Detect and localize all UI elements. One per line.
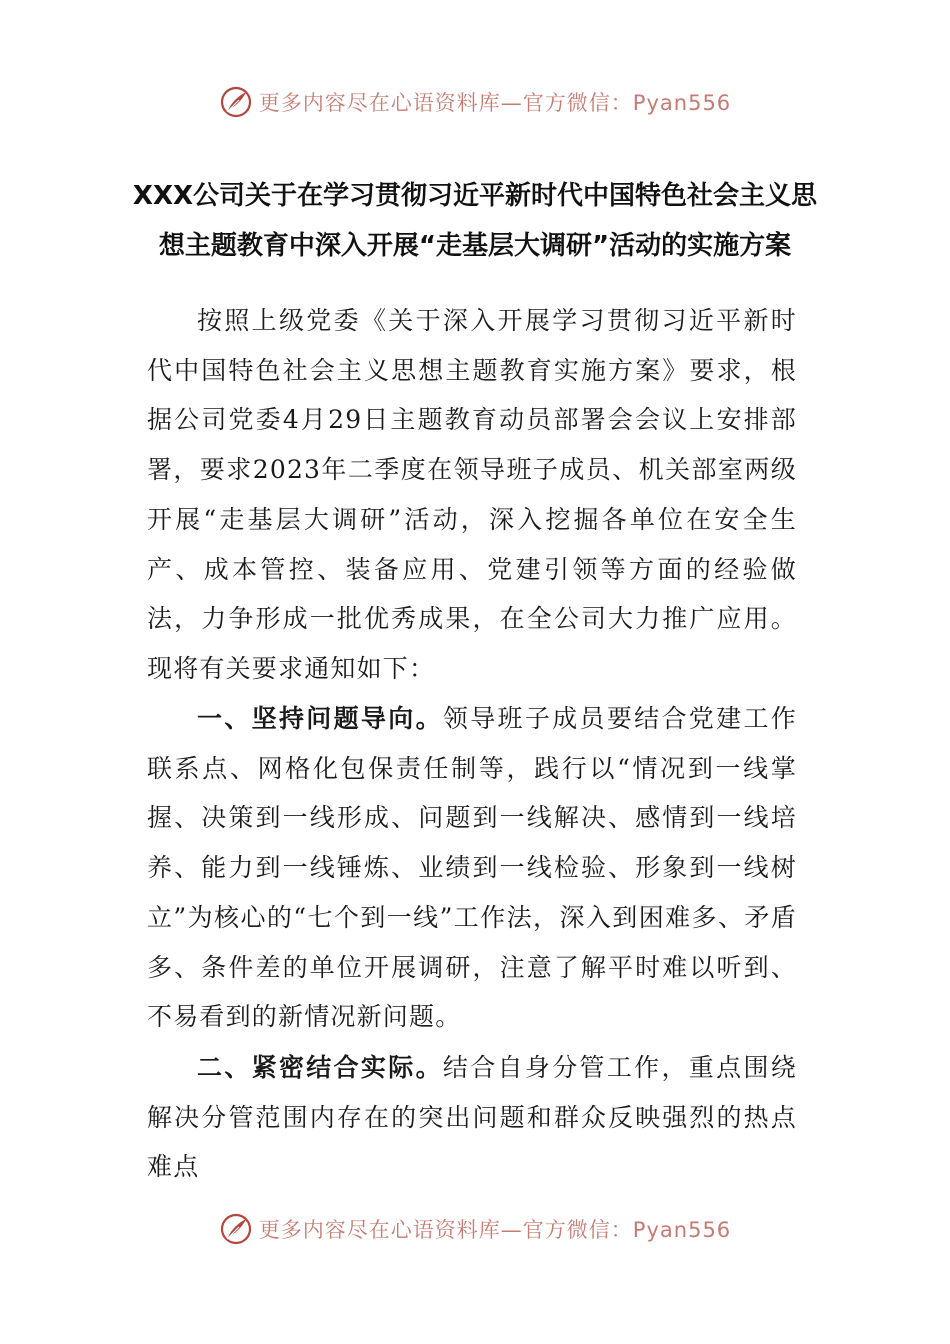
feather-pen-icon [219,85,253,119]
document-title-line1: XXX公司关于在学习贯彻习近平新时代中国特色社会主义思 [132,181,818,211]
section-1-body: 领导班子成员要结合党建工作联系点、网格化包保责任制等，践行以“情况到一线掌握、决策到一线形成、问题到一线解决、感情到一线培养、能力到一线锤炼、业绩到一线检验、形象到一线树立”为核心的“七个到一线”工作法，深入到困难多、矛盾多、条件差的单位开展调研，注意了解平时难以听到、不易看到的新情况新问题。 [147,704,797,1032]
footer-banner [0,1207,950,1251]
intro-paragraph: 按照上级党委《关于深入开展学习贯彻习近平新时代中国特色社会主义思想主题教育实施方案》要求，根据公司党委4月29日主题教育动员部署会会议上安排部署，要求2023年二季度在领导班子成员、机关部室两级开展“走基层大调研”活动，深入挖掘各单位在安全生产、成本管控、装备应用、党建引领等方面的经验做法，力争形成一批优秀成果，在全公司大力推广应用。现将有关要求通知如下： [147,306,797,683]
section-1-heading: 一、坚持问题导向。 [197,704,443,733]
footer-banner-text: 更多内容尽在心语资料库—官方微信：Pyan556 [258,1218,732,1242]
header-banner-text: 更多内容尽在心语资料库—官方微信：Pyan556 [258,91,732,115]
document-title-line2: 想主题教育中深入开展“走基层大调研”活动的实施方案 [158,231,792,261]
feather-pen-icon [219,1212,253,1246]
section-2-body: 结合自身分管工作，重点围绕解决分管范围内存在的突出问题和群众反映强烈的热点难点 [147,1053,797,1182]
section-2-paragraph [147,1043,797,1192]
section-2-heading: 二、紧密结合实际。 [197,1053,443,1082]
section-1-paragraph [147,694,797,1042]
header-banner [0,80,950,124]
